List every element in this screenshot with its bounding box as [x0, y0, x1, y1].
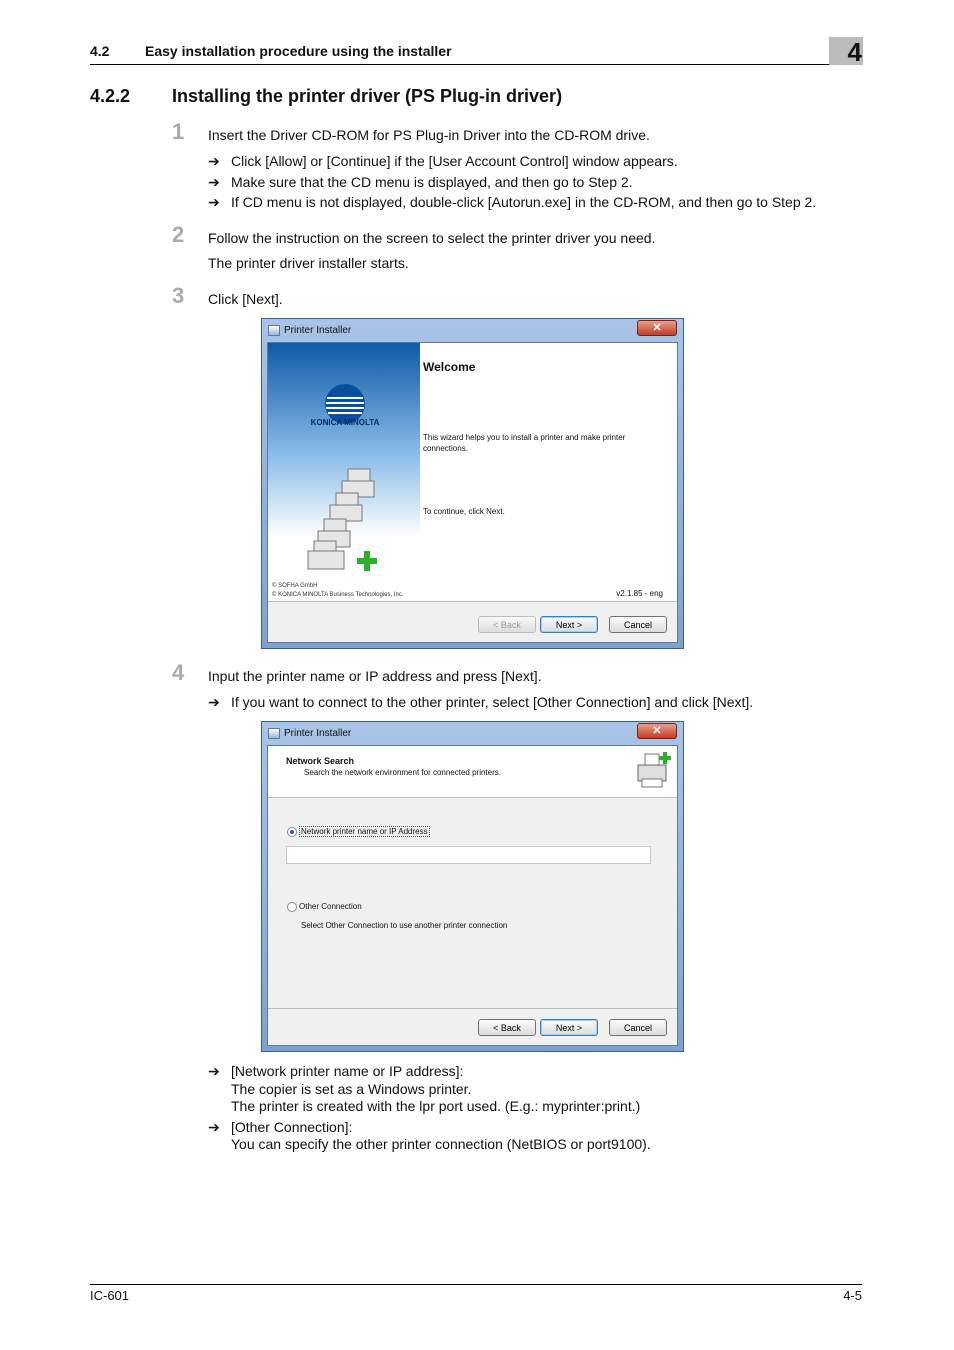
- arrow-icon: ➔: [208, 194, 220, 210]
- section-number: 4.2.2: [90, 86, 131, 106]
- intro-text: This wizard helps you to install a printer and make printer: [423, 433, 626, 442]
- header-section-title: Easy installation procedure using the installer: [145, 43, 452, 59]
- step-number: 2: [172, 222, 185, 247]
- printers-illustration: [306, 463, 386, 571]
- side-banner: [268, 343, 420, 601]
- arrow-icon: ➔: [208, 174, 220, 190]
- dialog-header: [268, 746, 677, 798]
- intro-text: connections.: [423, 444, 468, 453]
- arrow-icon: ➔: [208, 153, 220, 169]
- back-button[interactable]: < Back: [478, 616, 536, 633]
- step-text: Insert the Driver CD-ROM for PS Plug-in Driver into the CD-ROM drive.: [208, 127, 650, 143]
- cancel-button[interactable]: Cancel: [609, 1019, 667, 1036]
- printer-address-input[interactable]: [286, 846, 651, 864]
- other-connection-radio[interactable]: [287, 902, 297, 912]
- printer-app-icon: [268, 325, 280, 336]
- network-printer-radio[interactable]: [287, 827, 297, 837]
- welcome-dialog: [261, 318, 684, 649]
- footer-divider: [90, 1284, 862, 1285]
- close-button[interactable]: ✕: [637, 723, 677, 739]
- step-text: Input the printer name or IP address and press [Next].: [208, 668, 542, 684]
- dialog-subheading: Search the network environment for connected printers.: [304, 768, 501, 777]
- arrow-icon: ➔: [208, 694, 220, 710]
- printer-add-icon: [635, 750, 671, 792]
- header-section-number: 4.2: [90, 43, 110, 59]
- step-bullet: Make sure that the CD menu is displayed, and then go to Step 2.: [231, 174, 633, 190]
- step-note: The printer driver installer starts.: [208, 255, 409, 271]
- welcome-heading: Welcome: [423, 360, 476, 374]
- dialog-heading: Network Search: [286, 756, 355, 766]
- note-text: The printer is created with the lpr port used. (E.g.: myprinter:print.): [231, 1098, 641, 1114]
- back-button[interactable]: < Back: [478, 1019, 536, 1036]
- header-divider: [90, 64, 862, 65]
- printer-app-icon: [268, 728, 280, 739]
- network-search-dialog: [261, 721, 684, 1052]
- version-label: v2.1.85 - eng: [616, 589, 663, 598]
- step-number: 4: [172, 660, 185, 685]
- dialog-client: [267, 342, 678, 643]
- other-connection-description: Select Other Connection to use another printer connection: [301, 921, 508, 930]
- next-button[interactable]: Next >: [540, 616, 598, 633]
- next-button[interactable]: Next >: [540, 1019, 598, 1036]
- network-printer-label[interactable]: Network printer name or IP Address: [301, 827, 428, 836]
- page-number: 4-5: [843, 1288, 862, 1303]
- content-pane: [420, 343, 677, 601]
- note-text: The copier is set as a Windows printer.: [231, 1081, 472, 1097]
- footer-model: IC-601: [90, 1288, 130, 1303]
- page-title: Installing the printer driver (PS Plug-in driver): [172, 86, 563, 106]
- step-bullet: Click [Allow] or [Continue] if the [User Account Control] window appears.: [231, 153, 678, 169]
- copyright-line: © SOFHA GmbH: [272, 583, 318, 589]
- cancel-button[interactable]: Cancel: [609, 616, 667, 633]
- footer-divider: [268, 601, 677, 602]
- step-number: 1: [172, 119, 185, 144]
- dialog-client: [267, 745, 678, 1046]
- footer-divider: [268, 1008, 677, 1009]
- continue-text: To continue, click Next.: [423, 507, 505, 516]
- close-button[interactable]: ✕: [637, 320, 677, 336]
- note-heading: [Other Connection]:: [231, 1119, 353, 1135]
- note-text: You can specify the other printer connection (NetBIOS or port9100).: [231, 1136, 651, 1152]
- other-connection-label[interactable]: Other Connection: [299, 902, 362, 911]
- step-number: 3: [172, 283, 185, 308]
- arrow-icon: ➔: [208, 1119, 220, 1135]
- dialog-title: Printer Installer: [284, 728, 352, 739]
- step-text: Follow the instruction on the screen to select the printer driver you need.: [208, 230, 656, 246]
- dialog-title: Printer Installer: [284, 325, 352, 336]
- chapter-tab: 4: [829, 37, 863, 65]
- arrow-icon: ➔: [208, 1063, 220, 1079]
- note-heading: [Network printer name or IP address]:: [231, 1063, 464, 1079]
- step-text: Click [Next].: [208, 291, 283, 307]
- step-bullet: If CD menu is not displayed, double-click [Autorun.exe] in the CD-ROM, and then go to Step 2.: [231, 194, 817, 210]
- copyright-line: © KONICA MINOLTA Business Technologies, Inc.: [272, 592, 404, 598]
- brand-name: KONICA MINOLTA: [310, 418, 380, 427]
- step-bullet: If you want to connect to the other printer, select [Other Connection] and click [Next].: [231, 694, 754, 710]
